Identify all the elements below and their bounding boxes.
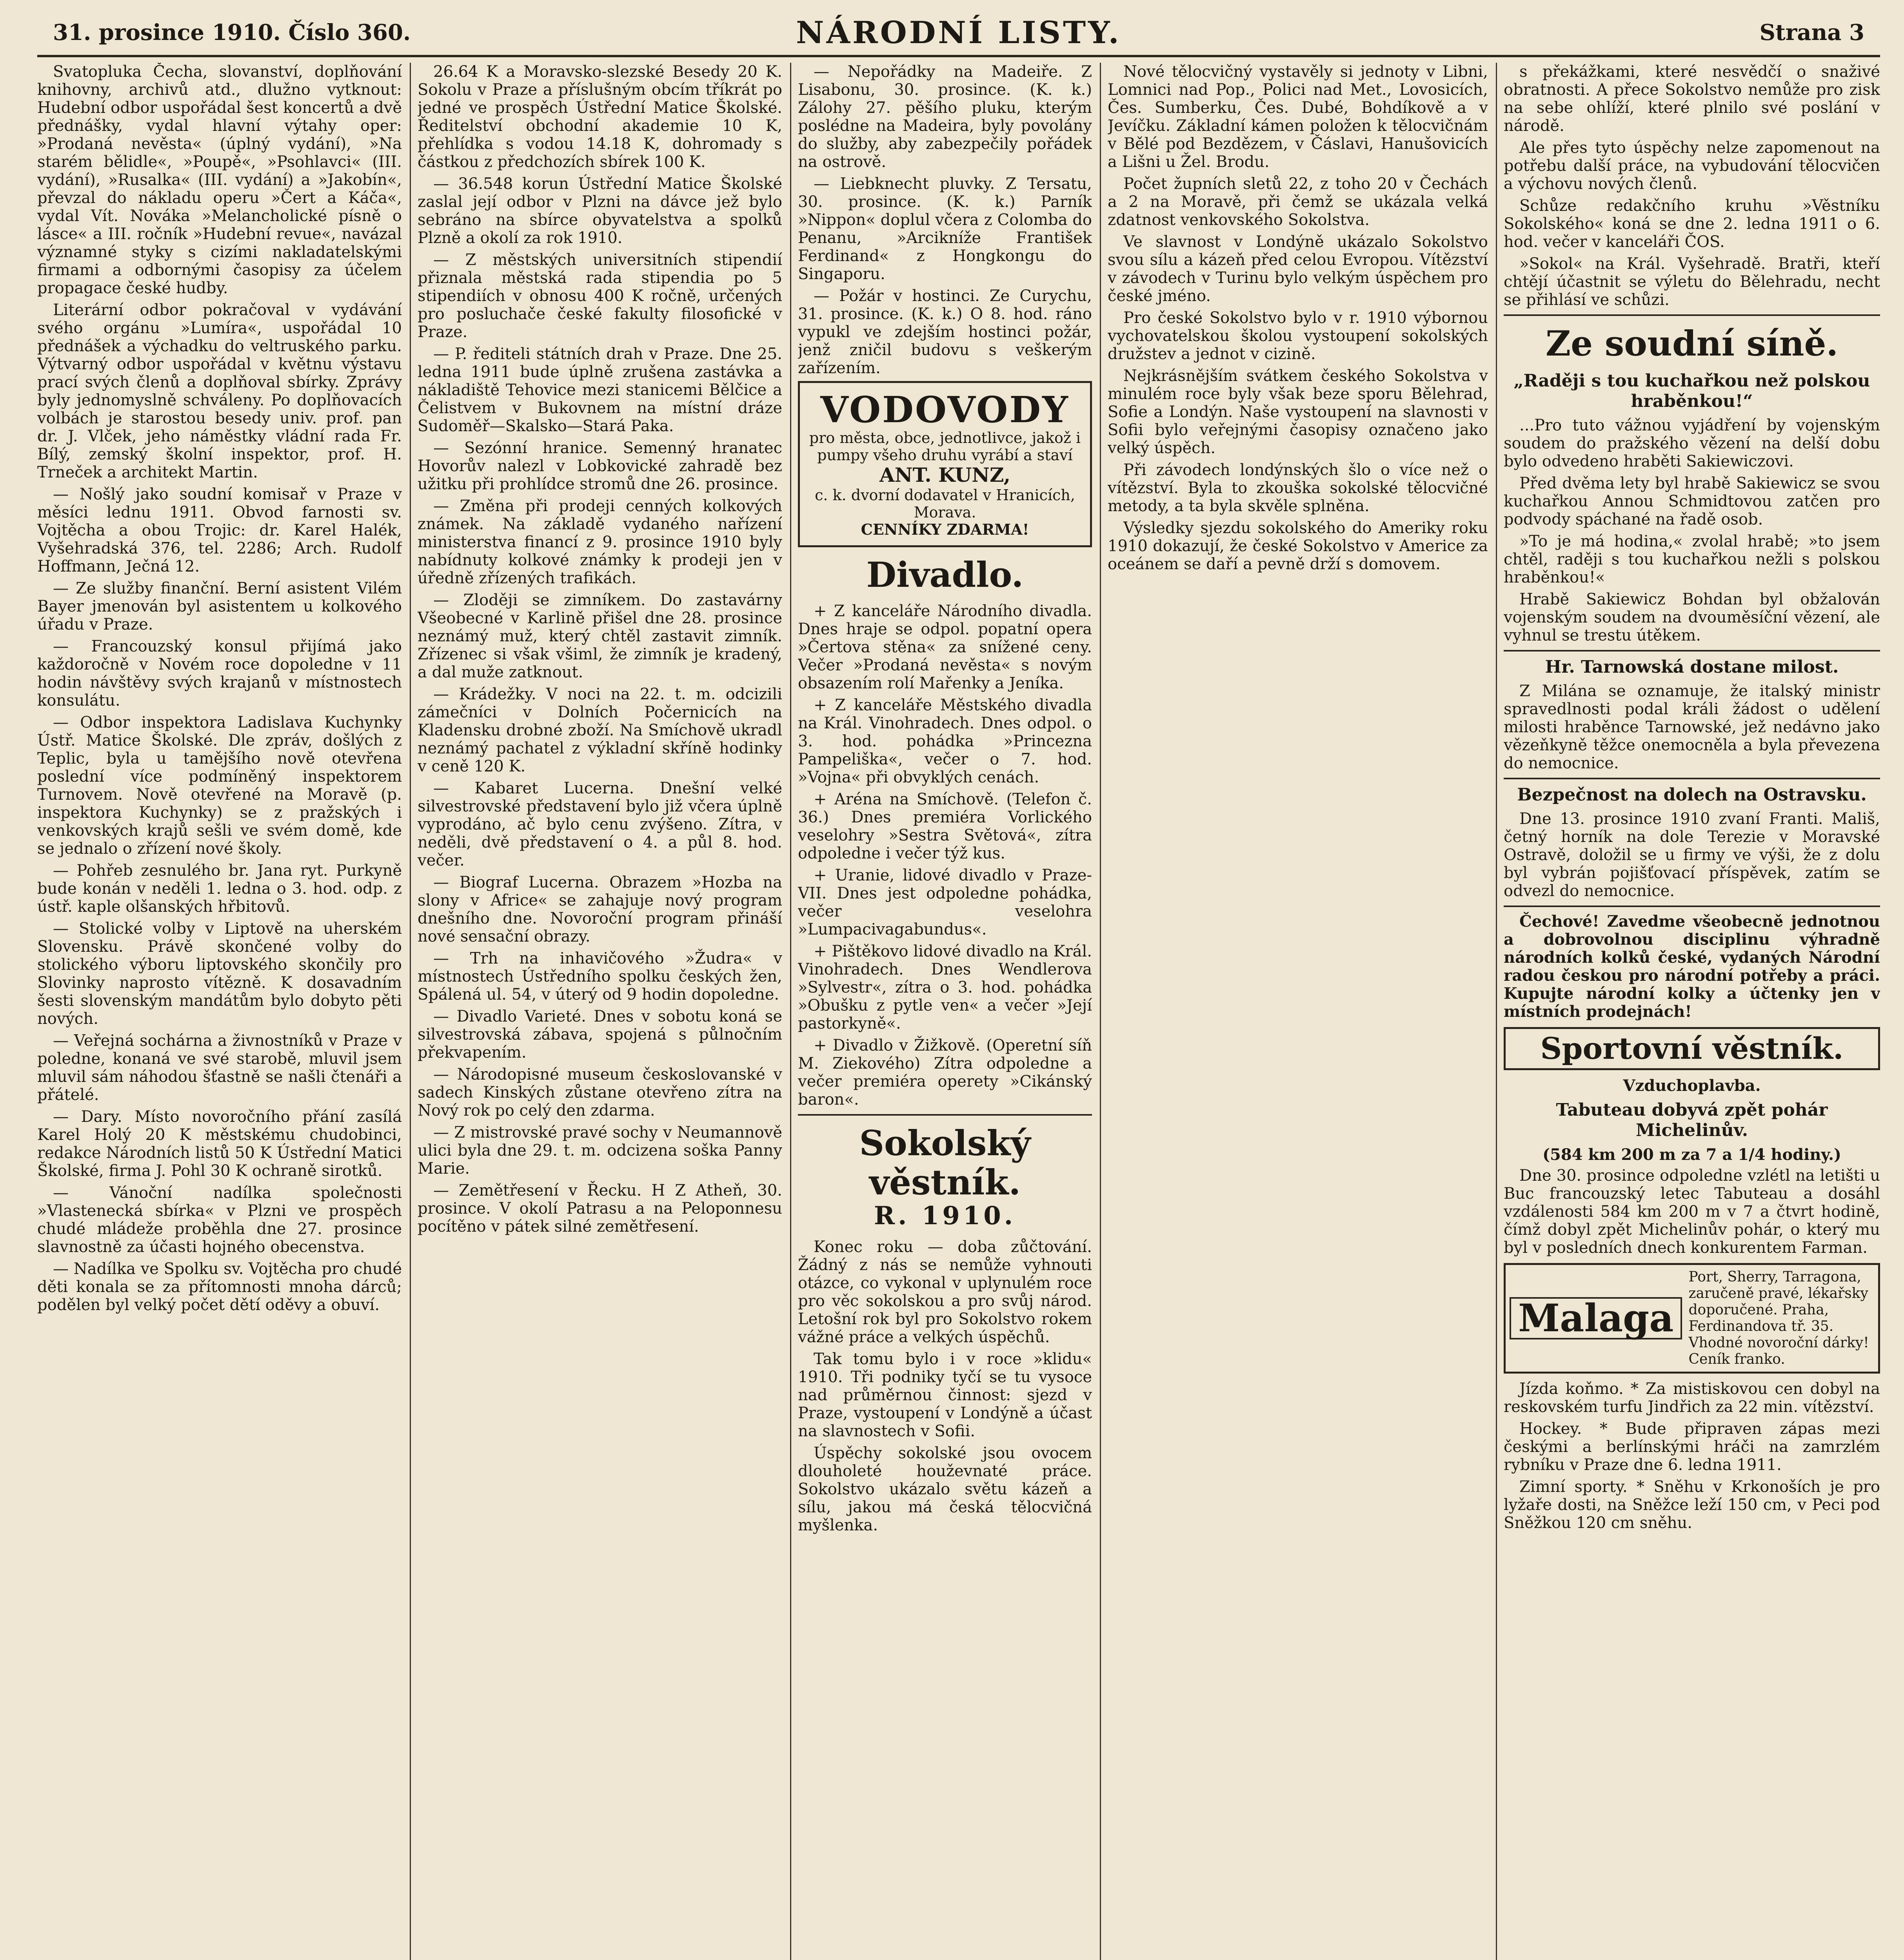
divider	[1504, 906, 1880, 907]
article-paragraph: — Nadílka ve Spolku sv. Vojtěcha pro chudé děti konala se za přítomnosti mnoha dárců; podělen byl velký počet dětí oděvy a obuví.	[37, 1260, 402, 1314]
article-paragraph: + Uranie, lidové divadlo v Praze-VII. Dnes jest odpoledne pohádka, večer veselohra »Lumpacivagabundus«.	[798, 866, 1092, 938]
article-paragraph: — Ze služby finanční. Berní asistent Vilém Bayer jmenován byl asistentem u kolkového úřadu v Praze.	[37, 579, 402, 633]
article-paragraph: Úspěchy sokolské jsou ovocem dlouholeté houževnaté práce. Sokolstvo ukázalo světu kázeň a sílu, jakou má česká tělocvičná myšlenka.	[798, 1444, 1092, 1534]
section-sokol	[798, 1123, 1092, 1230]
article-paragraph: Hrabě Sakiewicz Bohdan byl obžalován vojenským soudem na dvouměsíční vězení, ale vyhnul se trestu útěkem.	[1504, 590, 1880, 644]
malaga-advertisement	[1504, 1263, 1880, 1374]
article-paragraph: — Kabaret Lucerna. Dnešní velké silvestrovské představení bylo již včera úplně vyprodáno, ač bylo cenu zvýšeno. Zítra, v neděli, dvě představení o 4. a půl 8. hod. večer.	[418, 779, 782, 869]
article-paragraph: Tak tomu bylo i v roce »klidu« 1910. Tři podniky tyčí se tu vysoce nad průměrnou činnost: sjezd v Praze, vystoupení v Londýně a účast na slavnostech v Sofii.	[798, 1350, 1092, 1440]
column-rule	[410, 63, 411, 1960]
article-paragraph: — Z městských universitních stipendií přiznala městská rada stipendia po 5 stipendiích v obnosu 400 K ročně, určených pro posluchače české fakulty filosofické v Praze.	[418, 251, 782, 341]
article-paragraph: 26.64 K a Moravsko-slezské Besedy 20 K. Sokolu v Praze a příslušným obcím tříkrát po jedné ve prospěch Ústřední Matice Školské. Ředitelství obchodní akademie 10 K, přehlídka s vodou 14.18 K, dohromady s částkou z předchozích sbírek 100 K.	[418, 63, 782, 171]
ad-text: Port, Sherry, Tarragona, zaručeně pravé, lékařsky doporučené. Praha, Ferdinandova tř. 35. Vhodné novoroční dárky! Ceník franko.	[1688, 1269, 1869, 1367]
section-subtitle: R. 1910.	[874, 1201, 1016, 1230]
article-paragraph: Nové tělocvičný vystavěly si jednoty v Libni, Lomnici nad Pop., Polici nad Met., Lovosicích, Čes. Sumberku, Čes. Dubé, Bohdíkově a v Jevíčku. Základní kámen položen k tělocvičnám v Bělé pod Bezdězem, v Čáslavi, Hanušovicích a Lišni u Žel. Brodu.	[1108, 63, 1488, 171]
ad-company-name: ANT. KUNZ,	[879, 463, 1011, 486]
section-title: Divadlo.	[866, 554, 1024, 595]
section-divadlo	[798, 555, 1092, 594]
article-subheadline: (584 km 200 m za 7 a 1/4 hodiny.)	[1542, 1145, 1841, 1164]
article-paragraph: — Nošlý jako soudní komisař v Praze v měsíci lednu 1911. Obvod farnosti sv. Vojtěcha a obou Trojic: dr. Karel Halék, Vyšehradská 376, tel. 2286; Arch. Rudolf Hoffmann, Ječná 12.	[37, 485, 402, 575]
vodovody-advertisement	[798, 381, 1092, 547]
article-paragraph: s překážkami, které nesvědčí o snaživé obratnosti. A přece Sokolstvo nemůže pro zisk na sebe ohlíží, které plnilo své poslání v národě.	[1504, 63, 1880, 135]
article-paragraph: — Trh na inhavičového »Žudra« v místnostech Ústředního spolku českých žen, Spálená ul. 54, v úterý od 9 hodin dopoledne.	[418, 949, 782, 1004]
column-rule	[1100, 63, 1101, 1960]
article-paragraph: — Změna při prodeji cenných kolkových známek. Na základě vydaného nařízení ministerstva financí z 9. prosince 1910 byly nabídnuty kolkové známky k prodeji jen v úředně zřízených trafikách.	[418, 497, 782, 587]
article-headline: Bezpečnost na dolech na Ostravsku.	[1517, 785, 1867, 805]
column-5	[1504, 63, 1880, 1960]
article-paragraph: — Krádežky. V noci na 22. t. m. odcizili zámečníci v Dolních Počernicích na Kladensku drobné zboží. Na Smíchově ukradl neznámý pachatel z výkladní skříně hodinky v ceně 120 K.	[418, 685, 782, 775]
article-paragraph: Ale přes tyto úspěchy nelze zapomenout na potřebu další práce, na vybudování tělocvičen a výchovu nových členů.	[1504, 139, 1880, 193]
article-paragraph: — Odbor inspektora Ladislava Kuchynky Ústř. Matice Školské. Dle zpráv, došlých z Teplic, byla u tamějšího nově otevřena poslední více podmíněný inspektorem Turnovem. Nově otevřené na Moravě (p. inspektora Kuchynky) se z pražských i venkovských krajů sešli ve svém domě, kde se jednalo o zřízení nové školy.	[37, 713, 402, 858]
article-paragraph: — Pohřeb zesnulého br. Jana ryt. Purkyně bude konán v neděli 1. ledna o 3. hod. odp. z ústř. kaple olšanských hřbitovů.	[37, 862, 402, 916]
article-paragraph: — Z mistrovské pravé sochy v Neumannově ulici byla dne 29. t. m. odcizena soška Panny Marie.	[418, 1123, 782, 1178]
article-paragraph: Svatopluka Čecha, slovanství, doplňování knihovny, archivů atd., dlužno vytknout: Hudební odbor uspořádal šest koncertů a dvě přednášky, vydal hlavní výtahy oper: »Prodaná nevěsta« (úplný vydání), »Na starém bělidle«, »Poupě«, »Psohlavci« (III. vydání), »Rusalka« (III. vydání) a »Jakobín«, převzal do nákladu operu »Čert a Káča«, vydal Vít. Nováka »Melancholické písně o lásce« a III. ročník »Hudební revue«, navázal významné styky s cizími nakladatelskými firmami a odbornými časopisy za účelem propagace české hudby.	[37, 63, 402, 297]
article-paragraph: Výsledky sjezdu sokolského do Ameriky roku 1910 dokazují, že české Sokolstvo v Americe za oceánem se daří a pevně drží s domovem.	[1108, 519, 1488, 573]
article-paragraph: Dne 13. prosince 1910 zvaní Franti. Mališ, četný horník na dole Terezie v Moravské Ostravě, doložil se u firmy ve výši, že z dolu byl vybrán pojišťovací příspěvek, zatím se odvezl do nemocnice.	[1504, 810, 1880, 900]
ad-line: CENNÍKY ZDARMA!	[861, 521, 1029, 538]
ad-title: Malaga	[1510, 1297, 1682, 1339]
article-paragraph: Ve slavnost v Londýně ukázalo Sokolstvo svou sílu a kázeň před celou Evropou. Vítězství v závodech v Turinu bylo velkým úspěchem pro české jméno.	[1108, 233, 1488, 305]
article-paragraph: — Vánoční nadílka společnosti »Vlastenecká sbírka« v Plzni ve prospěch chudé mládeže proběhla dne 27. prosince slavnostně za účasti hojného obecenstva.	[37, 1184, 402, 1256]
article-paragraph: Konec roku — doba zůčtování. Žádný z nás se nemůže vyhnouti otázce, co vykonal v uplynulém roce pro věc sokolskou a pro svůj národ. Letošní rok byl pro Sokolstvo rokem vážné práce a velkých úspěchů.	[798, 1238, 1092, 1346]
article-paragraph: — Sezónní hranice. Semenný hranatec Hovorův nalezl v Lobkovické zahradě bez užitku při prohlídce stromů dne 26. prosince.	[418, 439, 782, 493]
article-paragraph: »Sokol« na Král. Vyšehradě. Bratři, kteří chtějí účastnit se výletu do Bělehradu, necht se přihlásí ve schůzi.	[1504, 255, 1880, 309]
newspaper-title: NÁRODNÍ LISTY.	[796, 15, 1121, 51]
article-paragraph: — 36.548 korun Ústřední Matice Školské zaslal její odbor v Plzni na dávce jež bylo sebráno na sbírce obyvatelstva a spolků Plzně a okolí za rok 1910.	[418, 175, 782, 247]
column-4	[1108, 63, 1488, 1960]
article-paragraph: Před dvěma lety byl hrabě Sakiewicz se svou kuchařkou Annou Schmidtovou zatčen pro podvody spáchané na řadě osob.	[1504, 474, 1880, 528]
section-soud	[1504, 324, 1880, 363]
divider	[1504, 778, 1880, 779]
divider	[1504, 650, 1880, 652]
article-paragraph: Při závodech londýnských šlo o více než o vítězství. Byla to zkouška sokolské tělocvičné metody, a ta byla skvěle splněna.	[1108, 461, 1488, 515]
article-paragraph: — Národopisné museum českoslovanské v sadech Kinských zůstane otevřeno zítra na Nový rok po celý den zdarma.	[418, 1065, 782, 1120]
article-paragraph: — Požár v hostinci. Ze Curychu, 31. prosince. (K. k.) O 8. hod. ráno vypukl ve zdejším hostinci požár, jenž zničil budovu s veškerým zařízením.	[798, 287, 1092, 377]
article-paragraph: Zimní sporty. * Sněhu v Krkonoších je pro lyžaře dosti, na Sněžce leží 150 cm, v Peci pod Sněžkou 120 cm sněhu.	[1504, 1478, 1880, 1532]
article-paragraph: — Nepořádky na Madeiře. Z Lisabonu, 30. prosince. (K. k.) Zálohy 27. pěšího pluku, kterým poslédne na Madeira, byly povolány do služby, aby zabezpečily pořádek na ostrově.	[798, 63, 1092, 171]
article-paragraph: ...Pro tuto vážnou vyjádření by vojenským soudem do pražského vězení na delší dobu bylo odvedeno hraběti Sakiewiczovi.	[1504, 416, 1880, 470]
article-paragraph: + Aréna na Smíchově. (Telefon č. 36.) Dnes premiéra Vorlického veselohry »Sestra Světová«, zítra odpoledne i večer týž kus.	[798, 790, 1092, 862]
article-paragraph: + Pištěkovo lidové divadlo na Král. Vinohradech. Dnes Wendlerova »Sylvestr«, zítra o 3. hod. pohádka »Obušku z pytle ven« a večer »Její pastorkyně«.	[798, 942, 1092, 1033]
article-paragraph: — Biograf Lucerna. Obrazem »Hozba na slony v Africe« se zahajuje nový program dnešního dne. Novoroční program přináší nové sensační obrazy.	[418, 873, 782, 946]
article-headline: „Raději s tou kuchařkou než polskou hraběnkou!“	[1513, 371, 1870, 411]
section-title: Sokolský věstník.	[859, 1123, 1031, 1203]
page-number: Strana 3	[1759, 20, 1864, 45]
article-paragraph: Literární odbor pokračoval v vydávání svého orgánu »Lumíra«, uspořádal 10 přednášek a výchadku do veltruského parku. Výtvarný odbor uspořádal v květnu výstavu prací svých členů a doplňoval sbírky. Zprávy byly jednomyslně schváleny. Po doplňovacích volbách je starostou besedy univ. prof. pan dr. J. Vlček, jeho náměstky vládní rada Fr. Bílý, zemský školní inspektor, prof. H. Trneček a architekt Martin.	[37, 301, 402, 481]
article-headline: Tabuteau dobyvá zpět pohár Michelinův.	[1556, 1100, 1828, 1140]
column-rule	[790, 63, 791, 1960]
issue-date: 31. prosince 1910. Číslo 360.	[53, 20, 411, 45]
article-paragraph: Pro české Sokolstvo bylo v r. 1910 výbornou vychovatelskou školou vystoupení sokolských družstev a jednot v cizině.	[1108, 309, 1488, 363]
article-paragraph: Hockey. * Bude připraven zápas mezi českými a berlínskými hráči na zamrzlém rybníku v Praze dne 6. ledna 1911.	[1504, 1420, 1880, 1474]
ad-line: c. k. dvorní dodavatel v Hranicích, Morava.	[815, 486, 1075, 521]
article-paragraph: Počet župních sletů 22, z toho 20 v Čechách a 2 na Moravě, při čemž se ukázala velká zdatnost venkovského Sokolstva.	[1108, 175, 1488, 229]
article-paragraph: — Dary. Místo novoročního přání zasílá Karel Holý 20 K městskému chudobinci, redakce Národních listů 50 K Ústřední Matici Školské, firma J. Pohl 30 K ochraně sirotků.	[37, 1108, 402, 1180]
divider	[1504, 314, 1880, 316]
column-1	[37, 63, 402, 1960]
column-2	[418, 63, 782, 1960]
article-paragraph: »To je má hodina,« zvolal hrabě; »to jsem chtěl, raději s tou kuchařkou nežli s polskou hraběnkou!«	[1504, 532, 1880, 586]
article-paragraph: — Zloději se zimníkem. Do zastavárny Všeobecné v Karlině přišel dne 28. prosince neznámý muž, který chtěl zastavit zimník. Zřízenec si však všiml, že zimník je kradený, a dal muže zatknout.	[418, 591, 782, 681]
article-paragraph: Nejkrásnějším svátkem českého Sokolstva v minulém roce byly však beze sporu Bělehrad, Sofie a Londýn. Naše vystoupení na slavnosti v Sofii bylo veřejnými časopisy označeno jako velký úspěch.	[1108, 367, 1488, 457]
section-title: Ze soudní síně.	[1545, 323, 1839, 364]
article-paragraph: Jízda koňmo. * Za mistiskovou cen dobyl na reskovském turfu Jindřich za 22 min. vítězství.	[1504, 1380, 1880, 1416]
article-paragraph: — Divadlo Varieté. Dnes v sobotu koná se silvestrovská zábava, spojená s půlnočním překvapením.	[418, 1007, 782, 1062]
column-3	[798, 63, 1092, 1960]
article-paragraph: — Zemětřesení v Řecku. H Z Atheň, 30. prosince. V okolí Patrasu a na Peloponnesu pocítěno v pátek silné zemětřesení.	[418, 1181, 782, 1236]
article-paragraph: + Z kanceláře Městského divadla na Král. Vinohradech. Dnes odpol. o 3. hod. pohádka »Princezna Pampeliška«, večer o 7. hod. »Vojna« při obvyklých cenách.	[798, 696, 1092, 786]
article-paragraph: — Stolické volby v Liptově na uherském Slovensku. Právě skončené volby do stolického výboru liptovského skončily pro Slovinky naprosto vítězně. K dosavadním šesti slovenským mandátům bylo dobyto pěti nových.	[37, 920, 402, 1028]
article-paragraph: — Francouzský konsul přijímá jako každoročně v Novém roce dopoledne v 11 hodin návštěvy svých krajanů v místnostech konsulátu.	[37, 637, 402, 710]
sport-category: Vzduchoplavba.	[1623, 1076, 1761, 1095]
appeal-paragraph: Čechové! Zavedme všeobecně jednotnou a dobrovolnou disciplinu výhradně národních kolků české, vydaných Národní radou českou pro národní potřeby a práci. Kupujte národní kolky a účtenky jen v místních prodejnách!	[1504, 912, 1880, 1021]
article-paragraph: — Veřejná sochárna a živnostníků v Praze v poledne, konaná ve své starobě, mluvil jsem mluvil sám náhodou šťastně se našli čtenáři a přátelé.	[37, 1032, 402, 1104]
article-paragraph: + Z kanceláře Národního divadla. Dnes hraje se odpol. popatní opera »Čertova stěna« za snížené ceny. Večer »Prodaná nevěsta« s novým obsazením rolí Mařenky a Jeníka.	[798, 602, 1092, 692]
article-paragraph: Dne 30. prosince odpoledne vzlétl na letišti u Buc francouzský letec Tabuteau a dosáhl vzdálenosti 584 km 200 m v 7 a čtvrt hodině, čímž dobyl zpět Michelinův pohár, o který mu byl v posledních dnech konkurentem Farman.	[1504, 1167, 1880, 1257]
ad-line: pro města, obce, jednotlivce, jakož i	[809, 429, 1081, 446]
article-paragraph: — P. řediteli státních drah v Praze. Dne 25. ledna 1911 bude úplně zrušena zastávka a nákladiště Tehovice mezi stanicemi Bělčice a Čelistvem v Bukovnem na místní dráze Sudoměř—Skalsko—Stará Paka.	[418, 345, 782, 435]
ad-line: pumpy všeho druhu vyrábí a staví	[817, 446, 1073, 464]
article-headline: Hr. Tarnowská dostane milost.	[1545, 657, 1839, 677]
column-rule	[1496, 63, 1497, 1960]
ad-title: VODOVODY	[820, 388, 1070, 431]
section-sport-title: Sportovní věstník.	[1504, 1027, 1880, 1070]
article-paragraph: Schůze redakčního kruhu »Věstníku Sokolského« koná se dne 2. ledna 1911 o 6. hod. večer v kanceláři ČOS.	[1504, 197, 1880, 251]
divider	[798, 1114, 1092, 1116]
article-paragraph: — Liebknecht pluvky. Z Tersatu, 30. prosince. (K. k.) Parník »Nippon« doplul včera z Colomba do Penanu, »Arcikníže František Ferdinand« z Hongkongu do Singaporu.	[798, 175, 1092, 283]
page-header	[37, 8, 1880, 57]
article-paragraph: + Divadlo v Žižkově. (Operetní síň M. Ziekového) Zítra odpoledne a večer premiéra operety »Cikánský baron«.	[798, 1036, 1092, 1109]
article-paragraph: Z Milána se oznamuje, že italský ministr spravedlnosti podal králi žádost o udělení milosti hraběnce Tarnowské, jež nedávno jako vězeňkyně těžce onemocněla a byla převezena do nemocnice.	[1504, 682, 1880, 772]
